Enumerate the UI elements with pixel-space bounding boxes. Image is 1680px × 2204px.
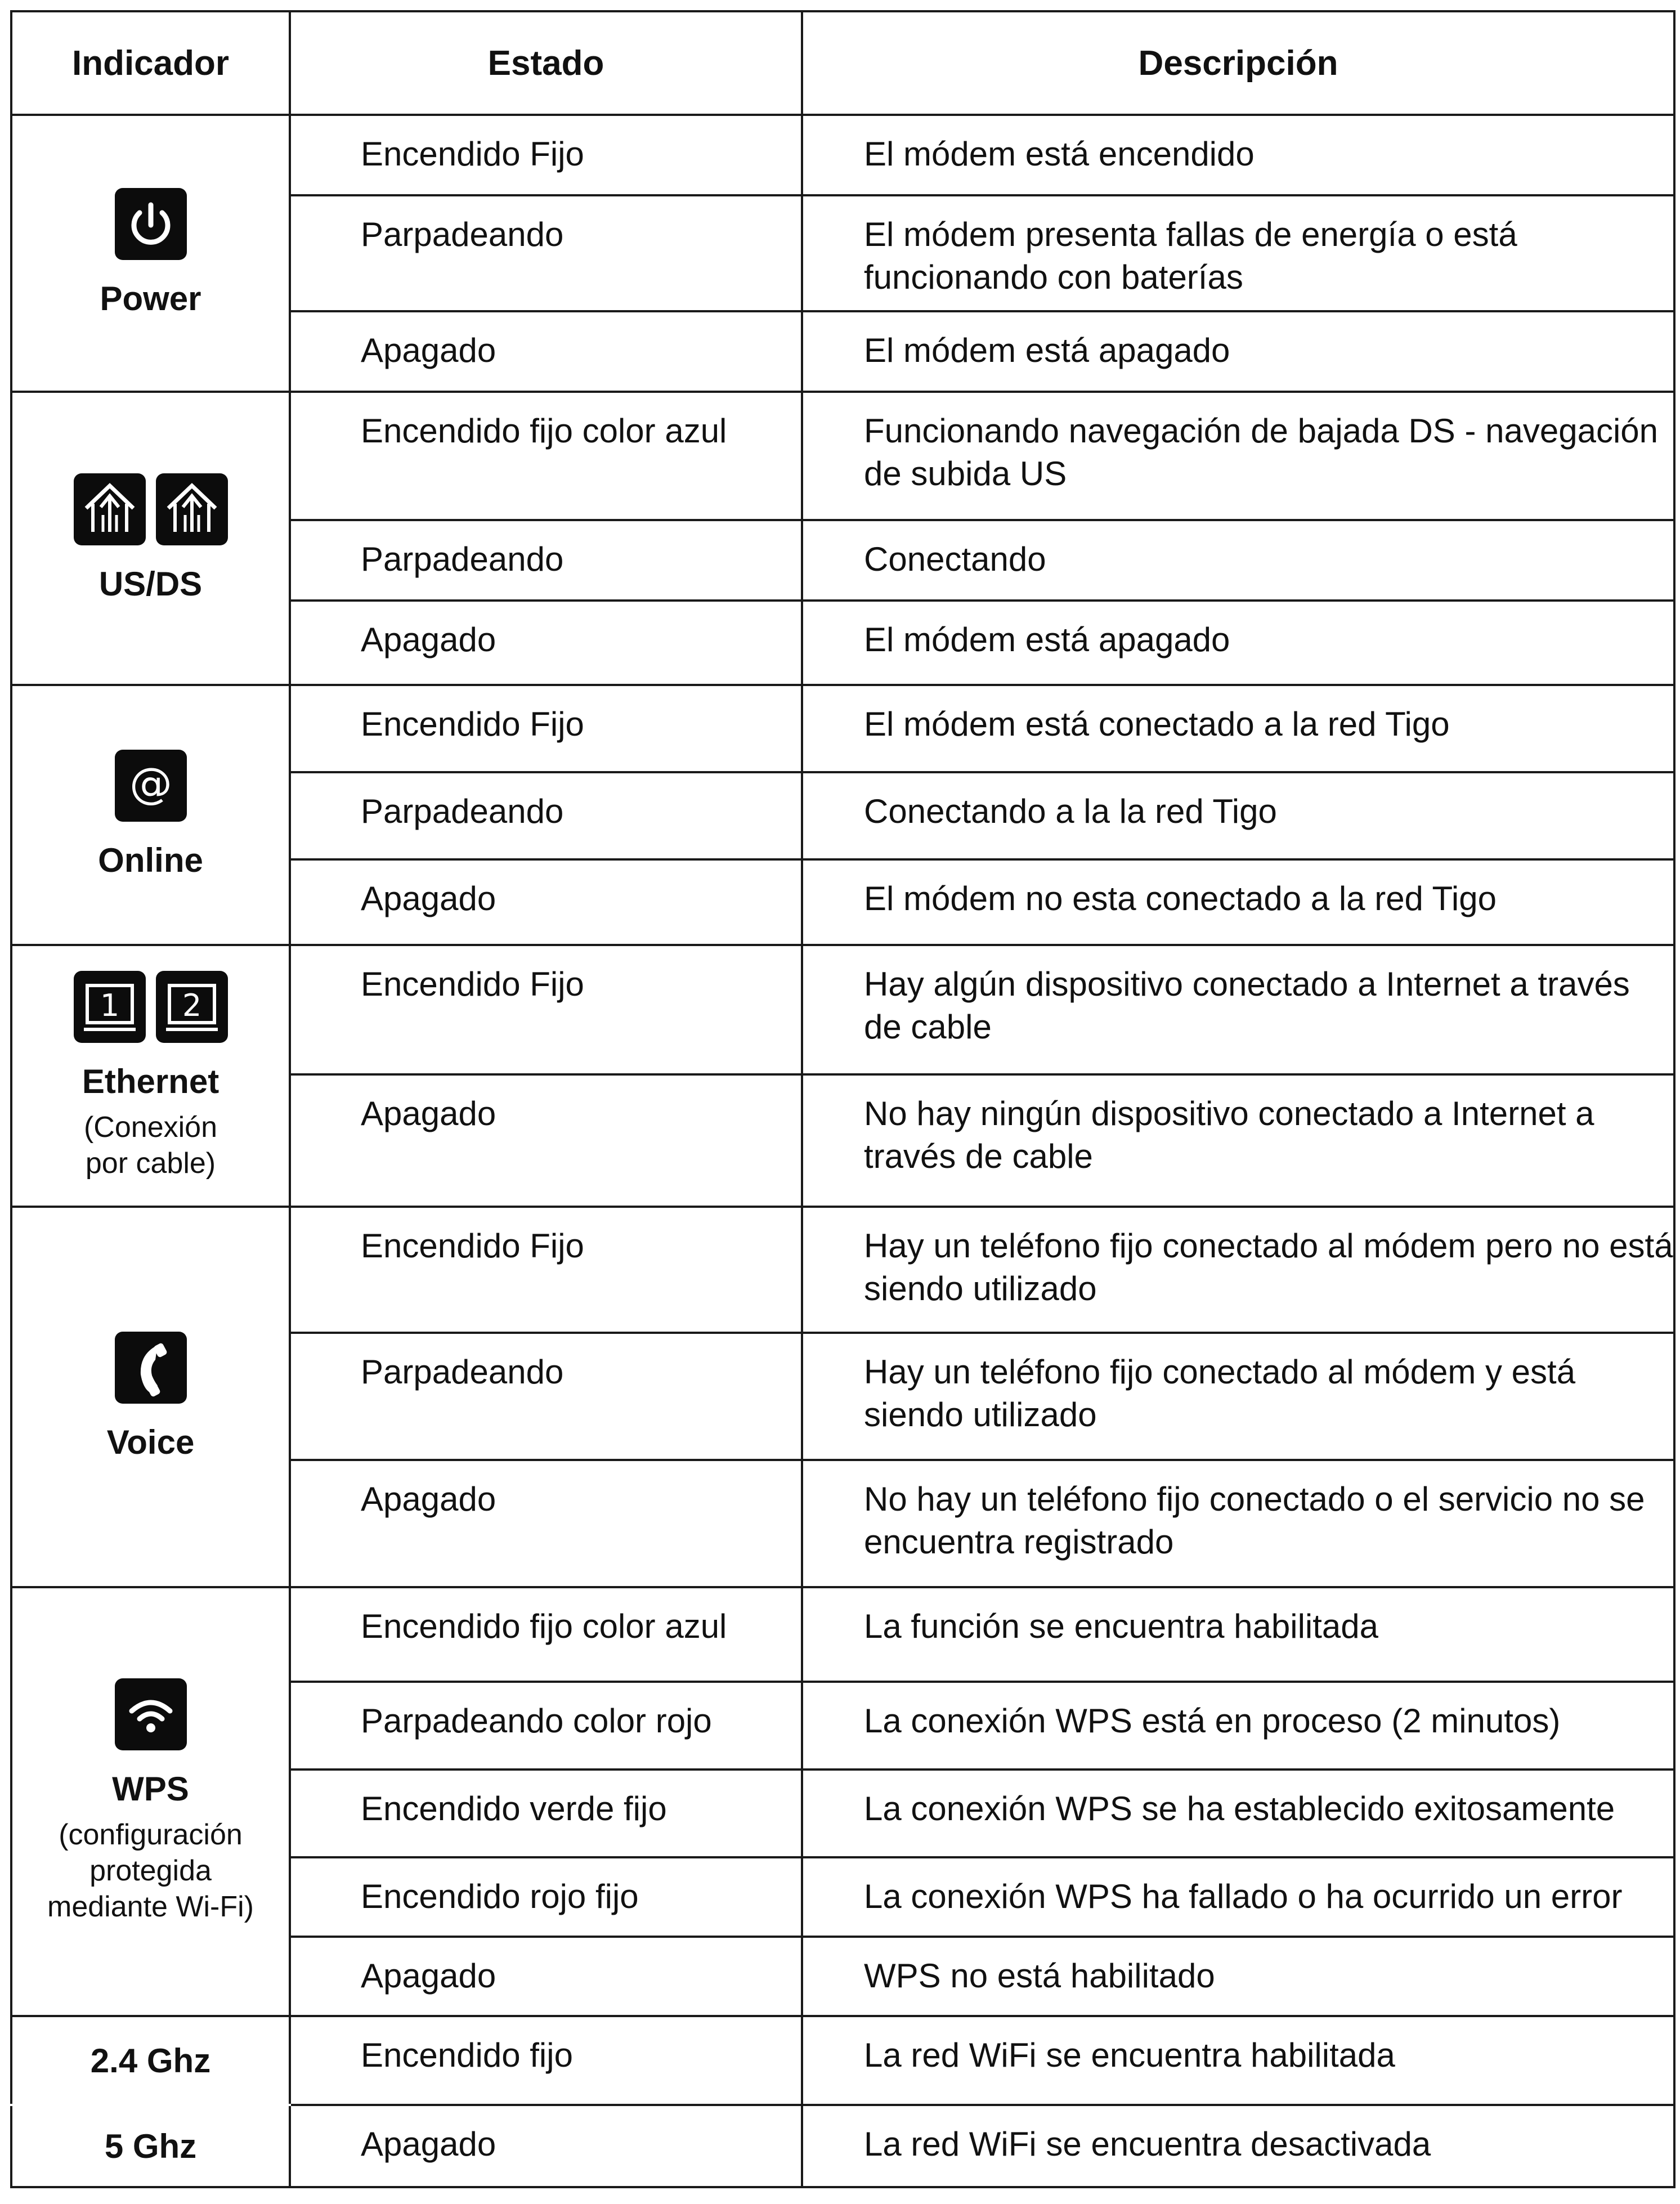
- indicator-power: [11, 115, 290, 392]
- descripcion-cell: Hay algún dispositivo conectado a Internet a través de cable: [802, 945, 1674, 1074]
- port-number: 1: [100, 987, 119, 1023]
- indicator-label: Voice: [106, 1423, 195, 1461]
- descripcion-cell: WPS no está habilitado: [802, 1937, 1674, 2016]
- table-row: [11, 115, 1674, 195]
- descripcion-cell: La función se encuentra habilitada: [802, 1587, 1674, 1682]
- descripcion-cell: La red WiFi se encuentra habilitada: [802, 2016, 1674, 2105]
- house-arrow-icon: [74, 473, 146, 545]
- estado-cell: Encendido Fijo: [290, 945, 802, 1074]
- estado-cell: Apagado: [290, 601, 802, 685]
- descripcion-cell: El módem no esta conectado a la red Tigo: [802, 859, 1674, 945]
- indicator-label: US/DS: [98, 565, 203, 603]
- estado-cell: Parpadeando: [290, 772, 802, 859]
- port-number-icon: [74, 971, 146, 1043]
- estado-cell: Apagado: [290, 2105, 802, 2187]
- indicator-label: WPS: [112, 1770, 189, 1808]
- descripcion-cell: El módem está apagado: [802, 601, 1674, 685]
- descripcion-cell: El módem está conectado a la red Tigo: [802, 685, 1674, 772]
- header-indicador: Indicador: [11, 11, 290, 115]
- at-sign-icon: [115, 750, 187, 822]
- descripcion-cell: La red WiFi se encuentra desactivada: [802, 2105, 1674, 2187]
- header-estado: Estado: [290, 11, 802, 115]
- descripcion-cell: La conexión WPS ha fallado o ha ocurrido un error: [802, 1857, 1674, 1937]
- indicator-2-4ghz: 2.4 Ghz: [11, 2016, 290, 2105]
- descripcion-cell: Hay un teléfono fijo conectado al módem y está siendo utilizado: [802, 1333, 1674, 1460]
- phone-handset-icon: [115, 1332, 187, 1404]
- estado-cell: Apagado: [290, 1460, 802, 1587]
- indicator-voice: [11, 1207, 290, 1587]
- indicator-label: Ethernet: [82, 1062, 219, 1100]
- descripcion-cell: La conexión WPS está en proceso (2 minutos): [802, 1682, 1674, 1770]
- indicator-wps: [11, 1587, 290, 2016]
- power-icon: [115, 188, 187, 260]
- table-row: [11, 685, 1674, 772]
- wifi-icon: [115, 1678, 187, 1750]
- estado-cell: Parpadeando: [290, 520, 802, 601]
- indicator-online: [11, 685, 290, 945]
- estado-cell: Encendido Fijo: [290, 1207, 802, 1333]
- house-arrow-icon: [156, 473, 228, 545]
- descripcion-cell: No hay ningún dispositivo conectado a Internet a través de cable: [802, 1074, 1674, 1207]
- indicator-sublabel: (Conexión por cable): [83, 1110, 218, 1180]
- descripcion-cell: Funcionando navegación de bajada DS - navegación de subida US: [802, 392, 1674, 520]
- estado-cell: Parpadeando: [290, 195, 802, 311]
- header-descripcion: Descripción: [802, 11, 1674, 115]
- estado-cell: Parpadeando color rojo: [290, 1682, 802, 1770]
- indicator-label: Power: [100, 280, 201, 317]
- at-symbol: @: [129, 758, 172, 808]
- descripcion-cell: Conectando: [802, 520, 1674, 601]
- estado-cell: Encendido verde fijo: [290, 1770, 802, 1857]
- estado-cell: Encendido fijo color azul: [290, 1587, 802, 1682]
- table-row: [11, 2016, 1674, 2105]
- table-row: [11, 1587, 1674, 1682]
- descripcion-cell: El módem presenta fallas de energía o está funcionando con baterías: [802, 195, 1674, 311]
- header-row: [11, 11, 1674, 115]
- estado-cell: Encendido Fijo: [290, 115, 802, 195]
- estado-cell: Encendido fijo: [290, 2016, 802, 2105]
- estado-cell: Encendido fijo color azul: [290, 392, 802, 520]
- estado-cell: Parpadeando: [290, 1333, 802, 1460]
- table-row: [11, 1207, 1674, 1333]
- descripcion-cell: El módem está encendido: [802, 115, 1674, 195]
- indicator-label: Online: [98, 841, 203, 879]
- descripcion-cell: El módem está apagado: [802, 311, 1674, 392]
- estado-cell: Encendido rojo fijo: [290, 1857, 802, 1937]
- estado-cell: Apagado: [290, 1937, 802, 2016]
- port-number: 2: [182, 987, 201, 1023]
- descripcion-cell: Conectando a la la red Tigo: [802, 772, 1674, 859]
- table-row: [11, 392, 1674, 520]
- table-row: [11, 2105, 1674, 2187]
- indicator-ethernet: [11, 945, 290, 1207]
- port-number-icon: [156, 971, 228, 1043]
- indicator-sublabel: (configuración protegida mediante Wi-Fi): [47, 1818, 254, 1923]
- descripcion-cell: No hay un teléfono fijo conectado o el servicio no se encuentra registrado: [802, 1460, 1674, 1587]
- estado-cell: Apagado: [290, 859, 802, 945]
- estado-cell: Encendido Fijo: [290, 685, 802, 772]
- estado-cell: Apagado: [290, 311, 802, 392]
- descripcion-cell: Hay un teléfono fijo conectado al módem pero no está siendo utilizado: [802, 1207, 1674, 1333]
- indicator-5ghz: 5 Ghz: [11, 2105, 290, 2187]
- descripcion-cell: La conexión WPS se ha establecido exitosamente: [802, 1770, 1674, 1857]
- led-indicator-table: [10, 10, 1675, 2188]
- estado-cell: Apagado: [290, 1074, 802, 1207]
- indicator-usds: [11, 392, 290, 685]
- table-row: [11, 945, 1674, 1074]
